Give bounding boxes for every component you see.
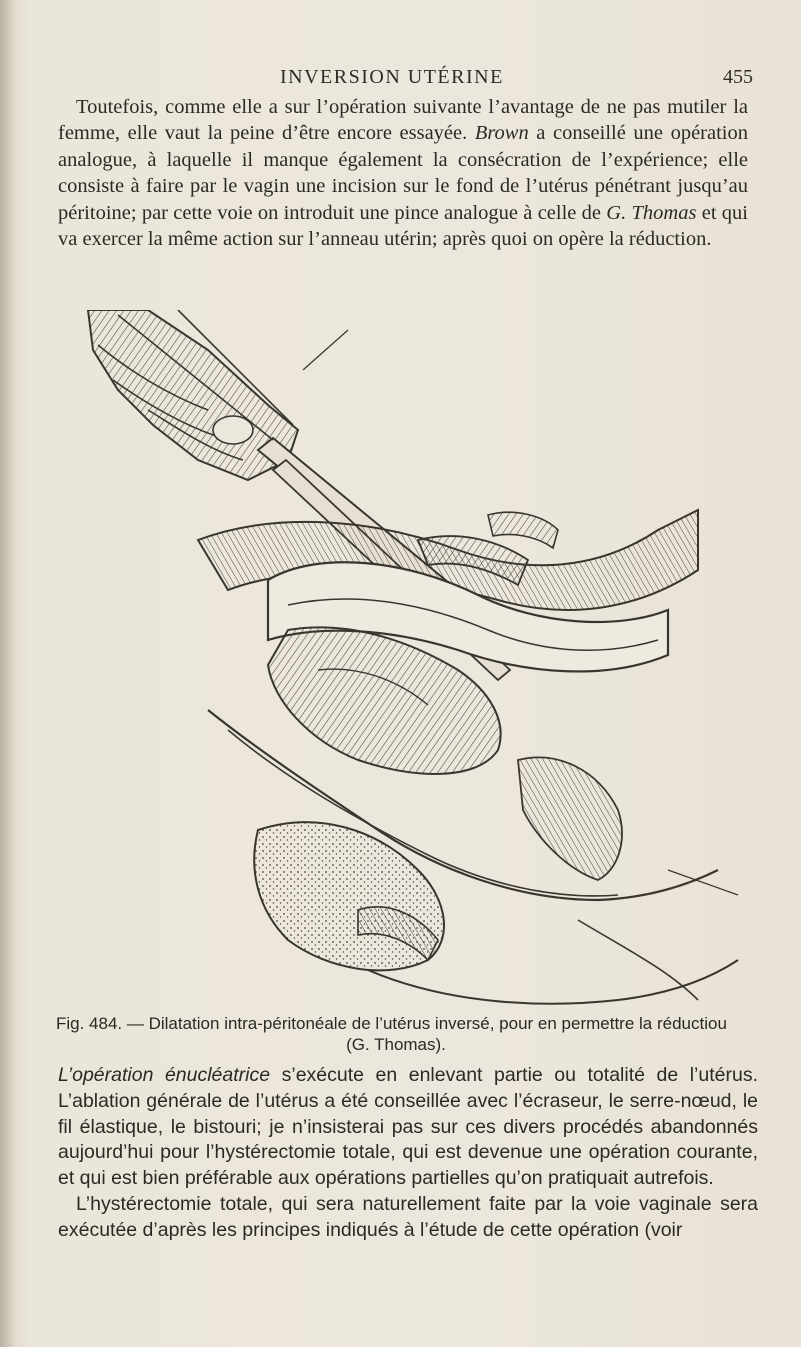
- paragraph-top: [58, 94, 748, 252]
- term-enucleatrice: L’opération énucléatrice: [58, 1064, 271, 1086]
- page-gutter-shadow: [0, 0, 16, 1347]
- paragraph-top-part1: Toutefois, comme elle a sur l’opération suivante l’avantage de ne pas mutiler la femme, elle vaut la peine d’être encore essayée.: [58, 96, 748, 145]
- paragraph-top-text: [58, 94, 748, 252]
- paragraph-hysterectomy: L’hystérectomie totale, qui sera naturellement faite par la voie vaginale sera exécutée d’après les principes indiqués à l’étude de cette opération (voir: [58, 1192, 758, 1241]
- caption-line-1: Fig. 484. — Dilatation intra-péritonéale de l’utérus inversé, pour en permettre la réductiou: [56, 1014, 727, 1033]
- page-number: 455: [723, 66, 753, 88]
- paragraph-bottom-part1: s’exécute en enlevant partie ou totalité de l’utérus. L’ablation générale de l’utérus a été conseillée avec l’écraseur, le serre-nœud, le fil élastique, le bistouri; je n’insisterai pas sur ces divers procédés abandonnés aujourd’hui pour l’hystérectomie totale, qui est devenue une opération courante, et qui est bien préférable aux opérations partielles qu’on pratiquait autrefois.: [58, 1064, 758, 1190]
- author-brown: Brown: [474, 122, 529, 145]
- caption-line-2: (G. Thomas).: [346, 1035, 446, 1054]
- perineum-contour: [368, 960, 738, 1004]
- anatomical-illustration: [58, 310, 748, 1010]
- running-title: INVERSION UTÉRINE: [280, 66, 504, 88]
- author-thomas: G. Thomas: [606, 201, 697, 224]
- figure-484-drawing: [58, 310, 748, 1010]
- page-header: [0, 66, 801, 94]
- paragraph-enucleation: [58, 1063, 758, 1192]
- paragraph-bottom: [58, 1063, 758, 1244]
- paragraph-top-part3: et qui va exercer la même action sur l’anneau utérin; après quoi on opère la réduction.: [58, 201, 748, 251]
- figure-caption: [56, 1013, 766, 1055]
- paragraph-top-part2: a conseillé une opération analogue, à laquelle il manque également la consécration de l’expérience; elle consiste à faire par le vagin une incision sur le fond de l’utérus pénétrant jusqu’au péritoine; par cette voie on introduit une pince analogue à celle de: [58, 122, 748, 224]
